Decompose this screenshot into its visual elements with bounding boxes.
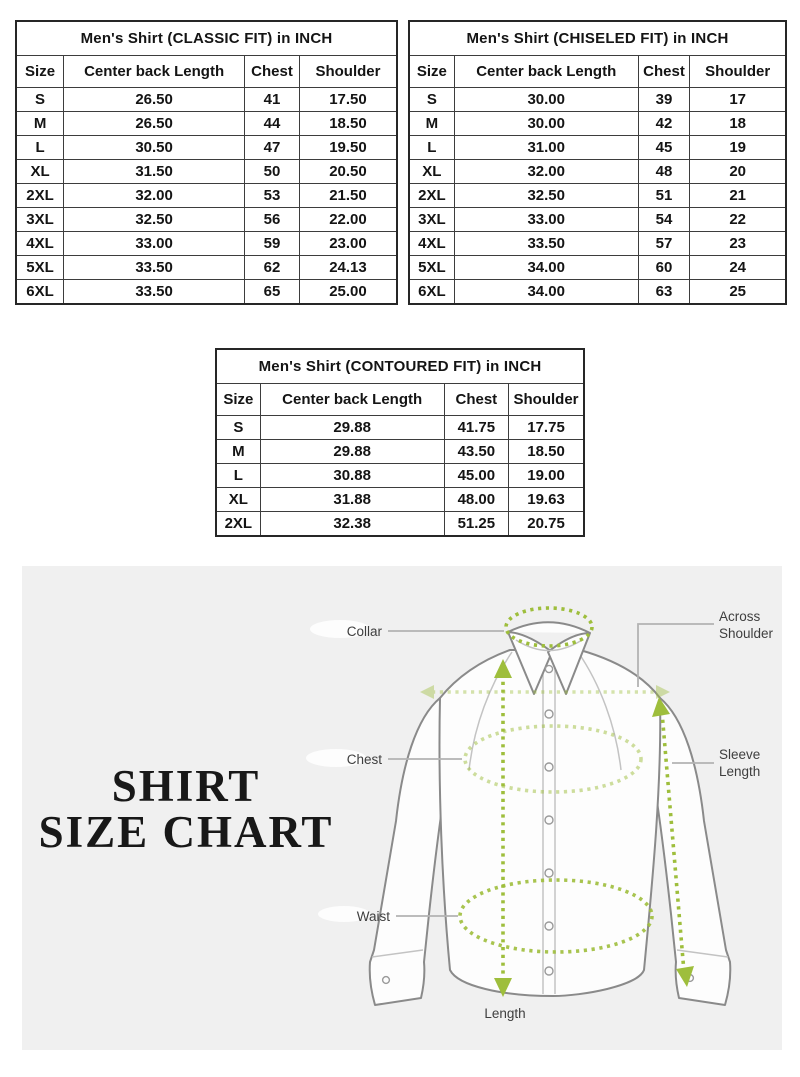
shirt-drawing: [370, 622, 731, 1005]
table-cell: 17.50: [299, 88, 397, 112]
table-body: [409, 88, 786, 305]
sleeve-length-label: Sleeve Length: [719, 747, 761, 779]
table-cell: 5XL: [16, 256, 64, 280]
collar-label: Collar: [346, 624, 382, 639]
table-cell: 34.00: [454, 256, 638, 280]
table-cell: L: [16, 136, 64, 160]
table-cell: M: [216, 440, 260, 464]
table-cell: 33.50: [64, 280, 245, 305]
table-cell: 31.50: [64, 160, 245, 184]
table-row: [16, 88, 397, 112]
column-header: Size: [216, 384, 260, 416]
column-header: Shoulder: [299, 56, 397, 88]
table-body: [216, 416, 584, 537]
classic-fit-size-table: [15, 20, 398, 305]
table-row: [409, 112, 786, 136]
table-cell: 5XL: [409, 256, 454, 280]
table-cell: 26.50: [64, 88, 245, 112]
column-header-row: [16, 56, 397, 88]
table-cell: 32.50: [64, 208, 245, 232]
table-cell: 21.50: [299, 184, 397, 208]
table-cell: 32.00: [64, 184, 245, 208]
column-header: Center back Length: [260, 384, 444, 416]
table-cell: 3XL: [409, 208, 454, 232]
table-title-row: [16, 21, 397, 56]
table-cell: 29.88: [260, 440, 444, 464]
table-body: [16, 88, 397, 305]
table-cell: 51.25: [444, 512, 508, 537]
table-cell: M: [409, 112, 454, 136]
table-cell: 19.00: [509, 464, 584, 488]
table-cell: S: [216, 416, 260, 440]
table-cell: 2XL: [216, 512, 260, 537]
table-cell: 50: [245, 160, 300, 184]
table-cell: 2XL: [409, 184, 454, 208]
table-cell: 30.00: [454, 112, 638, 136]
table-cell: 33.00: [454, 208, 638, 232]
table-cell: 33.00: [64, 232, 245, 256]
table-row: [409, 136, 786, 160]
table-title-row: [216, 349, 584, 384]
table-cell: 19.50: [299, 136, 397, 160]
heading-line-1: SHIRT: [111, 761, 261, 811]
column-header: Size: [16, 56, 64, 88]
table-row: [409, 256, 786, 280]
table-title: Men's Shirt (CONTOURED FIT) in INCH: [216, 349, 584, 384]
table-cell: 26.50: [64, 112, 245, 136]
table-cell: 45: [638, 136, 690, 160]
shirt-left-sleeve: [370, 698, 447, 1005]
column-header: Size: [409, 56, 454, 88]
table-cell: 20: [690, 160, 786, 184]
table-cell: 31.00: [454, 136, 638, 160]
table-cell: 41: [245, 88, 300, 112]
chiseled-fit-size-table: [408, 20, 787, 305]
table-row: [216, 488, 584, 512]
table-cell: 31.88: [260, 488, 444, 512]
table-cell: 30.88: [260, 464, 444, 488]
table-row: [16, 232, 397, 256]
table-cell: XL: [409, 160, 454, 184]
table-cell: 6XL: [409, 280, 454, 305]
table-row: [409, 184, 786, 208]
table-cell: 33.50: [454, 232, 638, 256]
table-cell: 18: [690, 112, 786, 136]
table-cell: 41.75: [444, 416, 508, 440]
table-cell: 20.75: [509, 512, 584, 537]
table-cell: 32.38: [260, 512, 444, 537]
table-cell: 4XL: [16, 232, 64, 256]
table-cell: 2XL: [16, 184, 64, 208]
chest-label: Chest: [346, 752, 382, 767]
table-cell: 17: [690, 88, 786, 112]
table-row: [409, 232, 786, 256]
table-cell: 23.00: [299, 232, 397, 256]
table-cell: 30.00: [454, 88, 638, 112]
column-header-row: [216, 384, 584, 416]
table-row: [16, 184, 397, 208]
table-row: [409, 160, 786, 184]
table-cell: 18.50: [299, 112, 397, 136]
table-cell: 34.00: [454, 280, 638, 305]
table-cell: 4XL: [409, 232, 454, 256]
contoured-fit-size-table: [215, 348, 585, 537]
table-cell: 48: [638, 160, 690, 184]
collar-band: [508, 622, 590, 633]
table-cell: 45.00: [444, 464, 508, 488]
column-header: Chest: [245, 56, 300, 88]
table-cell: 39: [638, 88, 690, 112]
table-cell: 19: [690, 136, 786, 160]
table-cell: M: [16, 112, 64, 136]
table-row: [16, 160, 397, 184]
table-cell: 24: [690, 256, 786, 280]
shirt-measurement-diagram-panel: [22, 566, 782, 1050]
table-cell: 17.75: [509, 416, 584, 440]
table-cell: XL: [16, 160, 64, 184]
table-cell: 59: [245, 232, 300, 256]
table-row: [16, 280, 397, 305]
table-cell: 3XL: [16, 208, 64, 232]
table-cell: 25.00: [299, 280, 397, 305]
table-cell: S: [409, 88, 454, 112]
table-cell: 65: [245, 280, 300, 305]
table-cell: 53: [245, 184, 300, 208]
column-header: Chest: [638, 56, 690, 88]
column-header: Shoulder: [509, 384, 584, 416]
table-cell: 25: [690, 280, 786, 305]
table-cell: 42: [638, 112, 690, 136]
table-title-row: [409, 21, 786, 56]
table-cell: 54: [638, 208, 690, 232]
column-header-row: [409, 56, 786, 88]
column-header: Shoulder: [690, 56, 786, 88]
table-row: [216, 512, 584, 537]
table-cell: 62: [245, 256, 300, 280]
table-cell: 63: [638, 280, 690, 305]
table-title: Men's Shirt (CHISELED FIT) in INCH: [409, 21, 786, 56]
table-row: [16, 136, 397, 160]
table-cell: 57: [638, 232, 690, 256]
table-cell: 29.88: [260, 416, 444, 440]
table-cell: 23: [690, 232, 786, 256]
table-cell: L: [216, 464, 260, 488]
table-cell: 44: [245, 112, 300, 136]
table-row: [216, 416, 584, 440]
table-row: [216, 464, 584, 488]
collar-button: [545, 665, 552, 672]
table-cell: 18.50: [509, 440, 584, 464]
table-cell: 32.00: [454, 160, 638, 184]
column-header: Chest: [444, 384, 508, 416]
table-cell: 22.00: [299, 208, 397, 232]
table-row: [16, 208, 397, 232]
length-label: Length: [484, 1006, 526, 1021]
across-shoulder-leader: [638, 624, 714, 687]
table-cell: 21: [690, 184, 786, 208]
table-cell: 22: [690, 208, 786, 232]
table-cell: 56: [245, 208, 300, 232]
table-row: [409, 88, 786, 112]
table-row: [16, 112, 397, 136]
table-row: [409, 280, 786, 305]
table-cell: L: [409, 136, 454, 160]
table-row: [216, 440, 584, 464]
table-cell: 33.50: [64, 256, 245, 280]
table-cell: 32.50: [454, 184, 638, 208]
table-cell: 30.50: [64, 136, 245, 160]
table-cell: S: [16, 88, 64, 112]
table-cell: 6XL: [16, 280, 64, 305]
column-header: Center back Length: [454, 56, 638, 88]
table-cell: 60: [638, 256, 690, 280]
table-title: Men's Shirt (CLASSIC FIT) in INCH: [16, 21, 397, 56]
heading-line-2: SIZE CHART: [38, 807, 334, 857]
table-cell: 48.00: [444, 488, 508, 512]
table-row: [409, 208, 786, 232]
table-cell: 47: [245, 136, 300, 160]
column-header: Center back Length: [64, 56, 245, 88]
table-cell: XL: [216, 488, 260, 512]
table-cell: 24.13: [299, 256, 397, 280]
left-cuff-button: [383, 977, 390, 984]
waist-label: Waist: [356, 909, 390, 924]
table-cell: 51: [638, 184, 690, 208]
table-row: [16, 256, 397, 280]
shirt-size-chart-heading: [36, 763, 336, 855]
table-cell: 43.50: [444, 440, 508, 464]
table-cell: 19.63: [509, 488, 584, 512]
across-shoulder-label: Across Shoulder: [719, 609, 774, 641]
table-cell: 20.50: [299, 160, 397, 184]
